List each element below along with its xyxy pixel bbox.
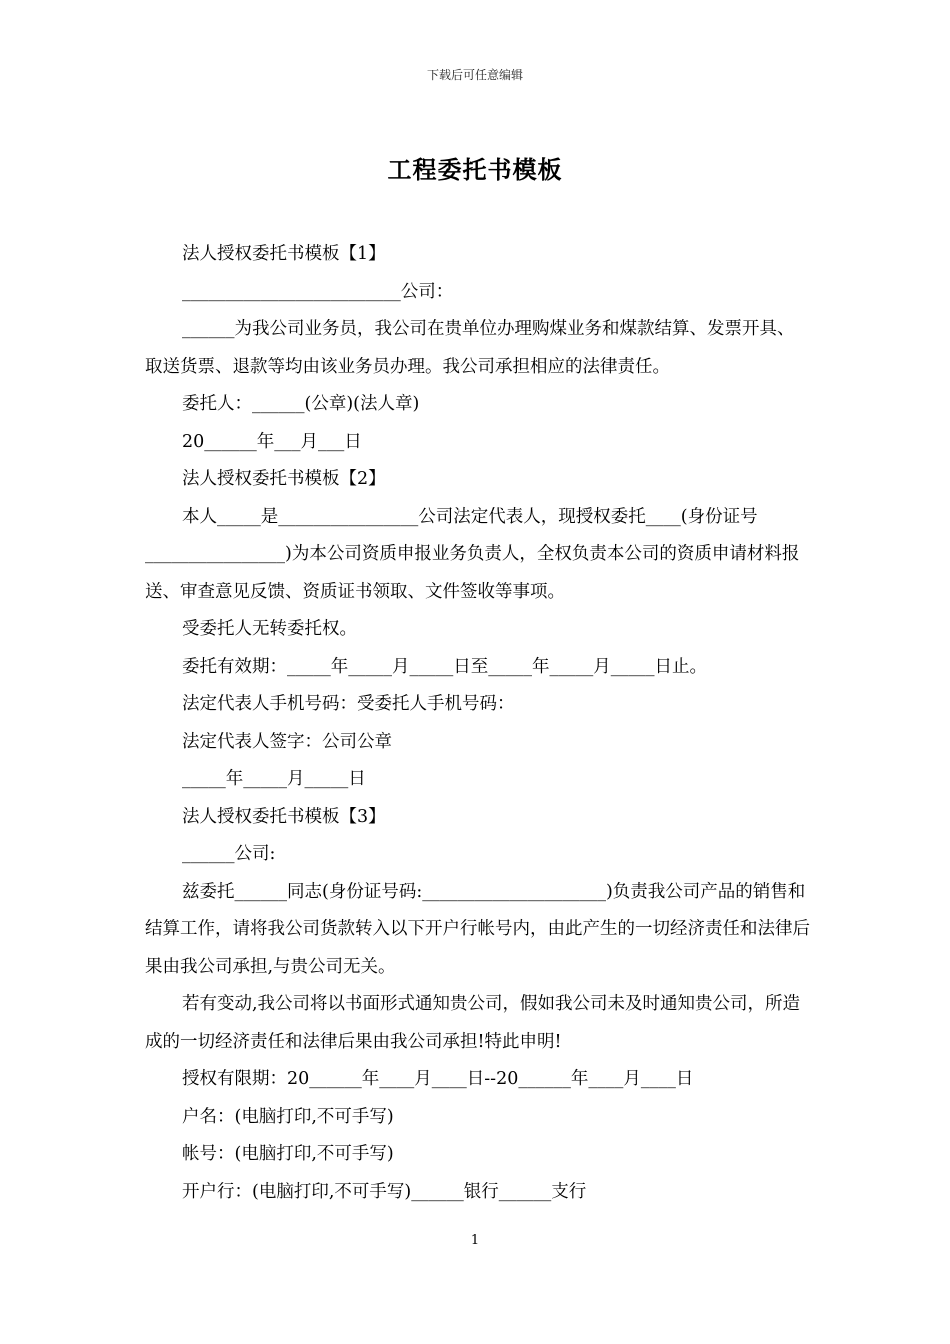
paragraph: ______为我公司业务员，我公司在贵单位办理购煤业务和煤款结算、发票开具、取送货票、退款等均由该业务员办理。我公司承担相应的法律责任。 — [145, 319, 795, 377]
paragraph: _____年_____月_____日 — [182, 769, 366, 789]
paragraph: 本人_____是________________公司法定代表人，现授权委托____(身份证号________________)为本公司资质申报业务负责人，全权负责本公司的资质申请材料报送、审查意见反馈、资质证书领取、文件签收等事项。 — [145, 506, 800, 602]
header-note: 下载后可任意编辑 — [426, 68, 523, 82]
paragraph: 法定代表人签字：公司公章 — [182, 731, 392, 752]
section-heading-3: 法人授权委托书模板【3】 — [182, 806, 386, 827]
section-heading-1: 法人授权委托书模板【1】 — [182, 244, 386, 264]
paragraph: 若有变动,我公司将以书面形式通知贵公司，假如我公司未及时通知贵公司，所造成的一切经济责任和法律后果由我公司承担!特此申明! — [145, 994, 801, 1052]
paragraph: 受委托人无转委托权。 — [182, 619, 357, 639]
paragraph: 20______年___月___日 — [182, 431, 362, 452]
paragraph: 委托人：______(公章)(法人章) — [182, 394, 420, 414]
paragraph: 户名：(电脑打印,不可手写) — [182, 1106, 394, 1127]
page-number: 1 — [470, 1233, 480, 1248]
paragraph: 帐号：(电脑打印,不可手写) — [182, 1144, 394, 1164]
paragraph: ______公司: — [182, 844, 276, 864]
document-body — [145, 236, 810, 1211]
paragraph: 委托有效期：_____年_____月_____日至_____年_____月_____日止。 — [182, 656, 707, 677]
paragraph: 授权有限期：20______年____月____日--20______年____月____日 — [182, 1069, 694, 1089]
paragraph: 法定代表人手机号码：受委托人手机号码： — [182, 694, 515, 714]
paragraph: 兹委托______同志(身份证号码:_____________________)负责我公司产品的销售和结算工作，请将我公司货款转入以下开户行帐号内，由此产生的一切经济责任和法律后果由我公司承担,与贵公司无关。 — [145, 881, 810, 977]
section-heading-2: 法人授权委托书模板【2】 — [182, 469, 386, 489]
document-title: 工程委托书模板 — [387, 155, 563, 184]
paragraph: _________________________公司： — [182, 281, 454, 302]
paragraph: 开户行：(电脑打印,不可手写)______银行______支行 — [182, 1181, 587, 1202]
